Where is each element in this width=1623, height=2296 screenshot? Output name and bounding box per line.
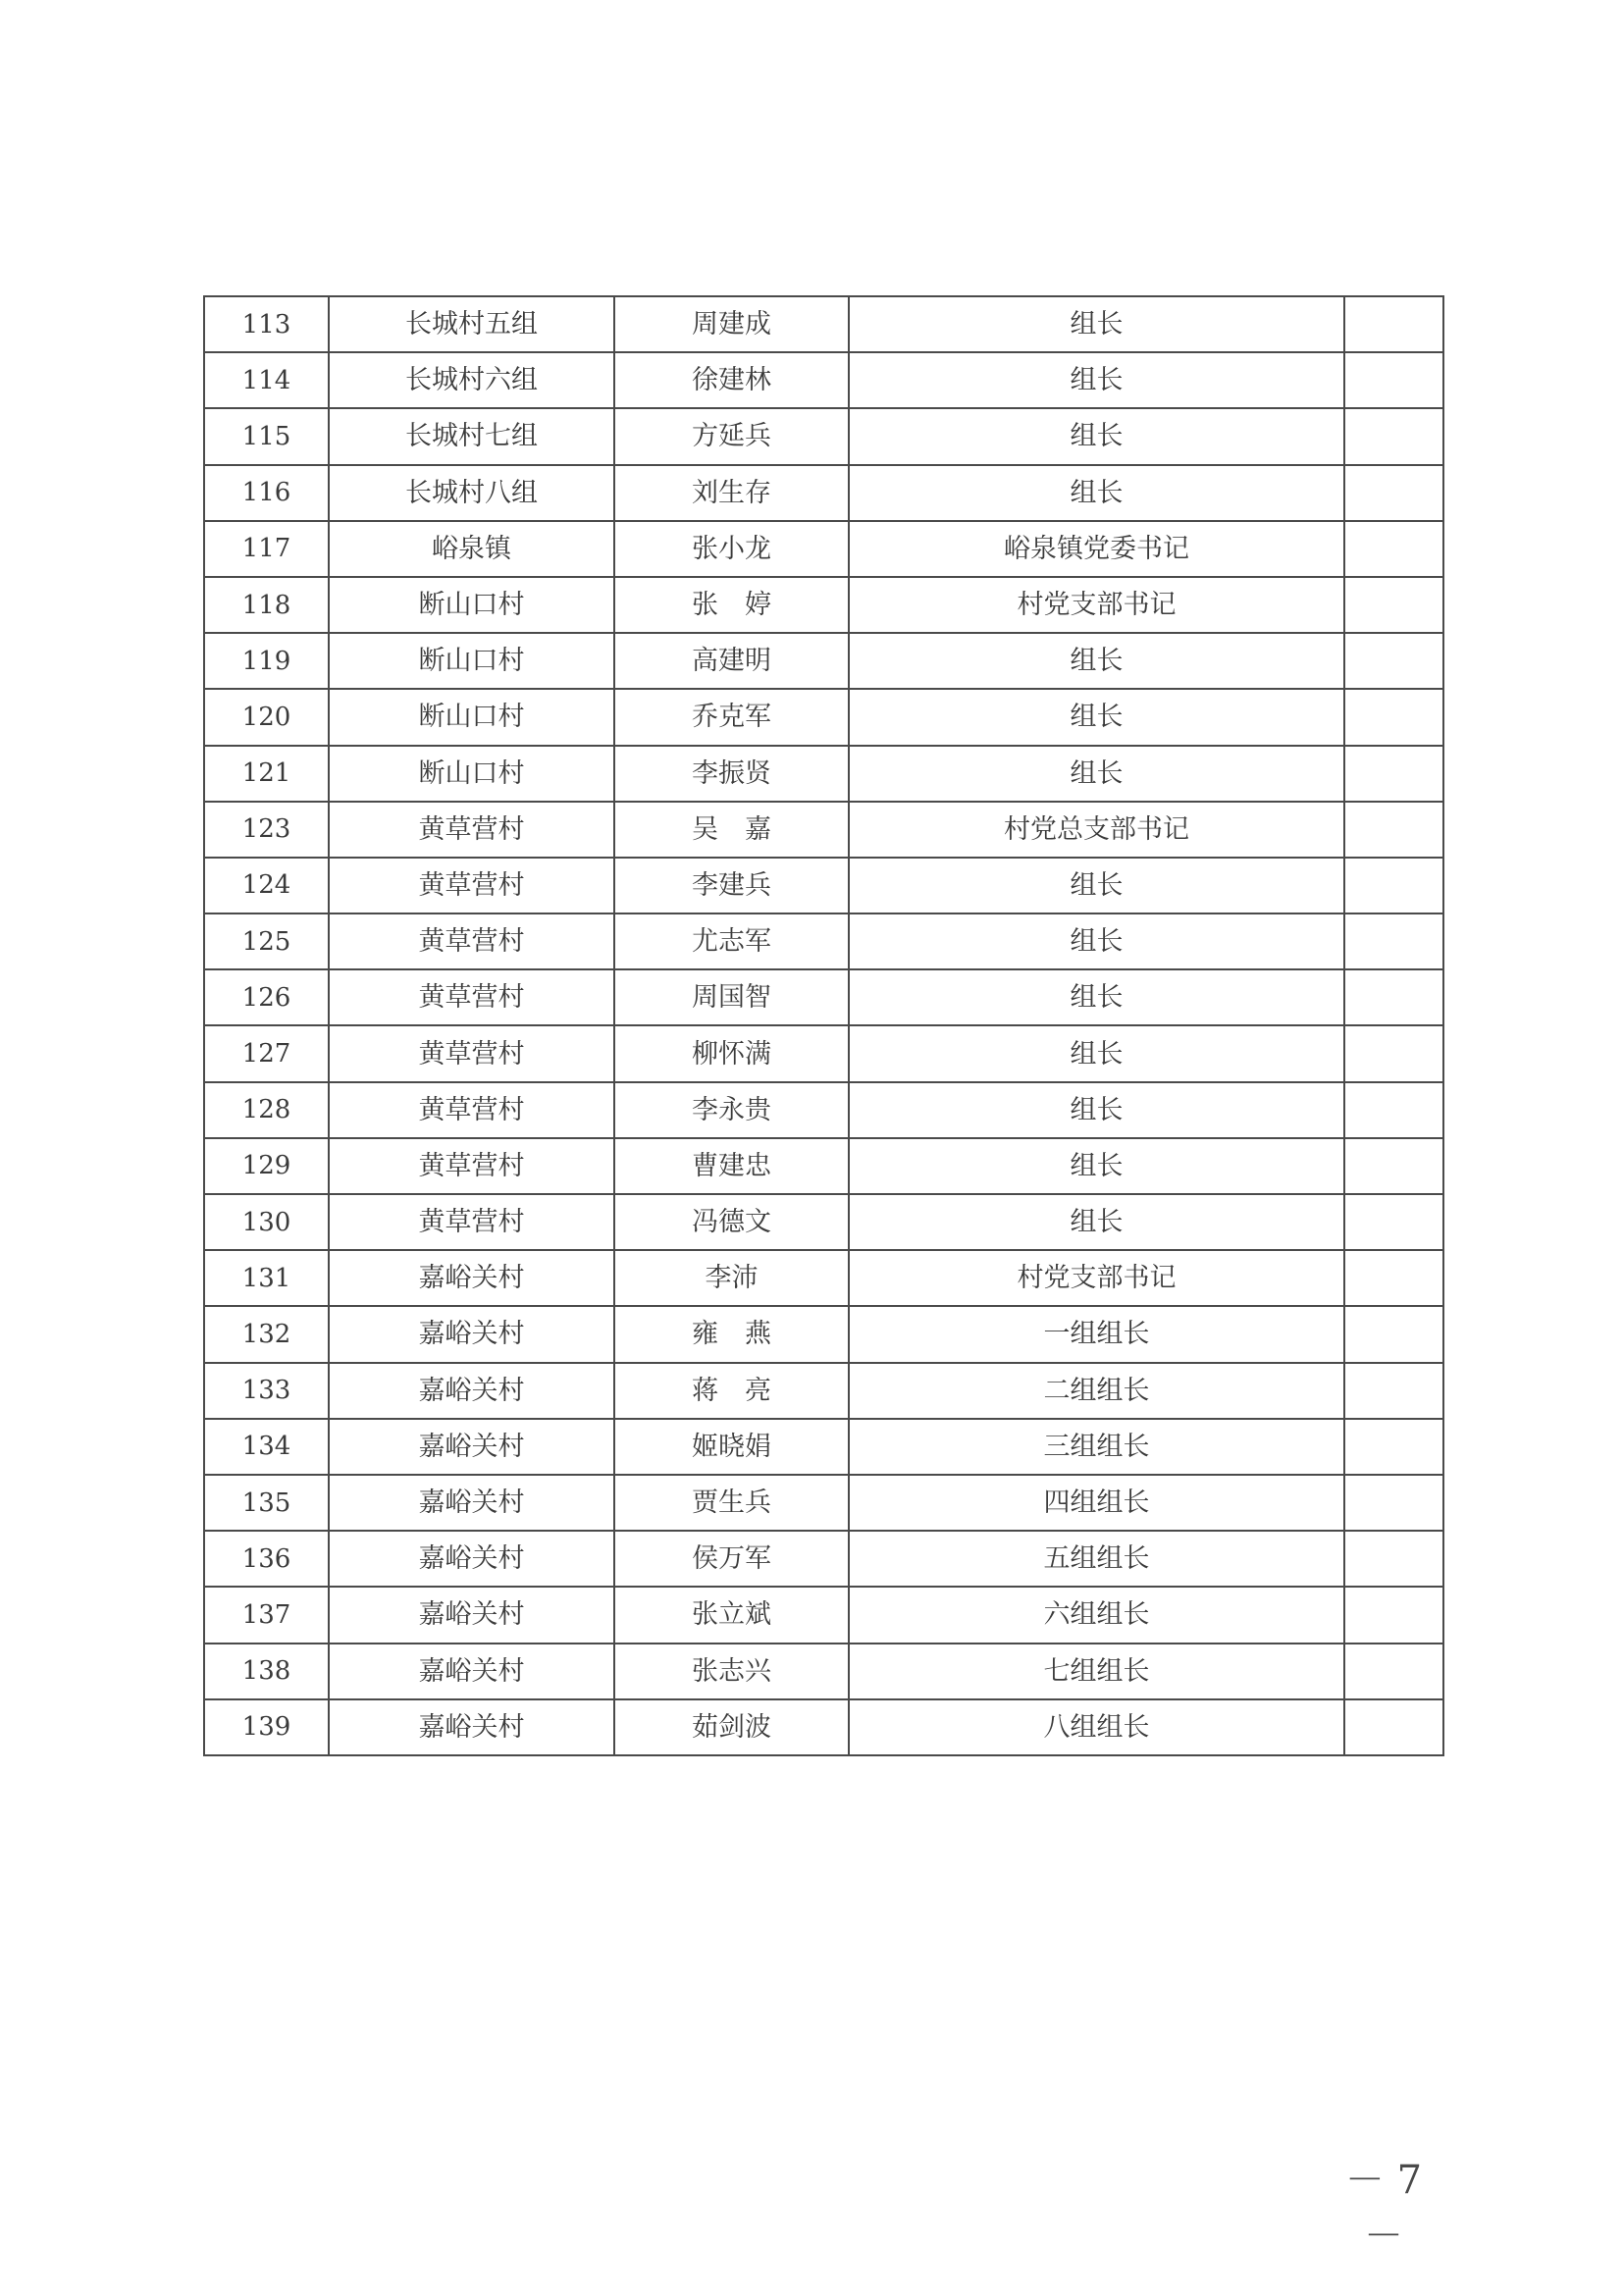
remark-cell (1344, 689, 1443, 745)
unit-cell: 黄草营村 (329, 1194, 614, 1250)
position-cell: 组长 (849, 465, 1344, 521)
person-name-cell: 李沛 (614, 1250, 849, 1306)
unit-cell: 黄草营村 (329, 913, 614, 969)
row-number-cell: 113 (204, 296, 329, 352)
table-row (204, 1082, 1443, 1138)
person-name-cell: 张立斌 (614, 1587, 849, 1643)
row-number-cell: 123 (204, 802, 329, 858)
unit-cell: 断山口村 (329, 633, 614, 689)
table-row (204, 1138, 1443, 1194)
person-name-cell: 徐建林 (614, 352, 849, 408)
table-row (204, 1644, 1443, 1699)
row-number-cell: 127 (204, 1025, 329, 1081)
person-name-cell: 李振贤 (614, 746, 849, 802)
row-number-cell: 129 (204, 1138, 329, 1194)
unit-cell: 黄草营村 (329, 1082, 614, 1138)
row-number-cell: 132 (204, 1306, 329, 1362)
remark-cell (1344, 1025, 1443, 1081)
remark-cell (1344, 1475, 1443, 1531)
unit-cell: 长城村六组 (329, 352, 614, 408)
person-name-cell: 乔克军 (614, 689, 849, 745)
table-row (204, 1363, 1443, 1419)
position-cell: 组长 (849, 296, 1344, 352)
table-row (204, 858, 1443, 913)
person-name-cell: 李永贵 (614, 1082, 849, 1138)
table-row (204, 465, 1443, 521)
table-row (204, 1250, 1443, 1306)
row-number-cell: 125 (204, 913, 329, 969)
position-cell: 村党支部书记 (849, 1250, 1344, 1306)
unit-cell: 黄草营村 (329, 802, 614, 858)
person-name-cell: 周建成 (614, 296, 849, 352)
unit-cell: 嘉峪关村 (329, 1699, 614, 1755)
remark-cell (1344, 465, 1443, 521)
remark-cell (1344, 633, 1443, 689)
unit-cell: 长城村八组 (329, 465, 614, 521)
person-name-cell: 冯德文 (614, 1194, 849, 1250)
remark-cell (1344, 1306, 1443, 1362)
table-row (204, 633, 1443, 689)
table-row (204, 1025, 1443, 1081)
row-number-cell: 116 (204, 465, 329, 521)
row-number-cell: 118 (204, 577, 329, 633)
row-number-cell: 134 (204, 1419, 329, 1475)
remark-cell (1344, 1363, 1443, 1419)
table-row (204, 746, 1443, 802)
unit-cell: 嘉峪关村 (329, 1475, 614, 1531)
position-cell: 一组组长 (849, 1306, 1344, 1362)
unit-cell: 长城村五组 (329, 296, 614, 352)
row-number-cell: 119 (204, 633, 329, 689)
person-name-cell: 吴 嘉 (614, 802, 849, 858)
person-name-cell: 曹建忠 (614, 1138, 849, 1194)
person-name-cell: 蒋 亮 (614, 1363, 849, 1419)
person-name-cell: 刘生存 (614, 465, 849, 521)
unit-cell: 嘉峪关村 (329, 1306, 614, 1362)
unit-cell: 长城村七组 (329, 408, 614, 464)
remark-cell (1344, 913, 1443, 969)
remark-cell (1344, 521, 1443, 577)
person-name-cell: 雍 燕 (614, 1306, 849, 1362)
table-row (204, 1699, 1443, 1755)
table-row (204, 1587, 1443, 1643)
table-row (204, 408, 1443, 464)
position-cell: 组长 (849, 633, 1344, 689)
row-number-cell: 115 (204, 408, 329, 464)
table-row (204, 1419, 1443, 1475)
remark-cell (1344, 1531, 1443, 1587)
position-cell: 组长 (849, 1194, 1344, 1250)
table-row (204, 352, 1443, 408)
row-number-cell: 131 (204, 1250, 329, 1306)
person-name-cell: 周国智 (614, 969, 849, 1025)
remark-cell (1344, 746, 1443, 802)
person-name-cell: 高建明 (614, 633, 849, 689)
remark-cell (1344, 1082, 1443, 1138)
position-cell: 七组组长 (849, 1644, 1344, 1699)
unit-cell: 黄草营村 (329, 969, 614, 1025)
row-number-cell: 117 (204, 521, 329, 577)
position-cell: 组长 (849, 1025, 1344, 1081)
unit-cell: 黄草营村 (329, 1138, 614, 1194)
row-number-cell: 124 (204, 858, 329, 913)
position-cell: 组长 (849, 689, 1344, 745)
table-row (204, 689, 1443, 745)
table-row (204, 1194, 1443, 1250)
remark-cell (1344, 1587, 1443, 1643)
unit-cell: 断山口村 (329, 577, 614, 633)
table-body (204, 296, 1443, 1755)
table-row (204, 802, 1443, 858)
position-cell: 组长 (849, 746, 1344, 802)
position-cell: 村党支部书记 (849, 577, 1344, 633)
remark-cell (1344, 352, 1443, 408)
remark-cell (1344, 1699, 1443, 1755)
position-cell: 三组组长 (849, 1419, 1344, 1475)
person-name-cell: 张志兴 (614, 1644, 849, 1699)
row-number-cell: 114 (204, 352, 329, 408)
unit-cell: 嘉峪关村 (329, 1363, 614, 1419)
personnel-table (203, 295, 1444, 1756)
unit-cell: 峪泉镇 (329, 521, 614, 577)
row-number-cell: 136 (204, 1531, 329, 1587)
unit-cell: 嘉峪关村 (329, 1250, 614, 1306)
remark-cell (1344, 577, 1443, 633)
unit-cell: 嘉峪关村 (329, 1531, 614, 1587)
row-number-cell: 130 (204, 1194, 329, 1250)
table-row (204, 296, 1443, 352)
table-row (204, 521, 1443, 577)
row-number-cell: 121 (204, 746, 329, 802)
person-name-cell: 张小龙 (614, 521, 849, 577)
position-cell: 村党总支部书记 (849, 802, 1344, 858)
table-row (204, 577, 1443, 633)
unit-cell: 嘉峪关村 (329, 1587, 614, 1643)
row-number-cell: 120 (204, 689, 329, 745)
unit-cell: 断山口村 (329, 689, 614, 745)
position-cell: 组长 (849, 969, 1344, 1025)
person-name-cell: 方延兵 (614, 408, 849, 464)
row-number-cell: 135 (204, 1475, 329, 1531)
row-number-cell: 128 (204, 1082, 329, 1138)
position-cell: 组长 (849, 1138, 1344, 1194)
table-row (204, 1531, 1443, 1587)
person-name-cell: 贾生兵 (614, 1475, 849, 1531)
position-cell: 四组组长 (849, 1475, 1344, 1531)
position-cell: 峪泉镇党委书记 (849, 521, 1344, 577)
remark-cell (1344, 1644, 1443, 1699)
table-row (204, 969, 1443, 1025)
person-name-cell: 茹剑波 (614, 1699, 849, 1755)
remark-cell (1344, 1250, 1443, 1306)
remark-cell (1344, 408, 1443, 464)
row-number-cell: 133 (204, 1363, 329, 1419)
position-cell: 六组组长 (849, 1587, 1344, 1643)
unit-cell: 断山口村 (329, 746, 614, 802)
person-name-cell: 侯万军 (614, 1531, 849, 1587)
position-cell: 组长 (849, 352, 1344, 408)
remark-cell (1344, 969, 1443, 1025)
position-cell: 组长 (849, 1082, 1344, 1138)
person-name-cell: 尤志军 (614, 913, 849, 969)
row-number-cell: 138 (204, 1644, 329, 1699)
remark-cell (1344, 1194, 1443, 1250)
row-number-cell: 139 (204, 1699, 329, 1755)
remark-cell (1344, 858, 1443, 913)
row-number-cell: 126 (204, 969, 329, 1025)
person-name-cell: 张 婷 (614, 577, 849, 633)
table-row (204, 1475, 1443, 1531)
table-row (204, 1306, 1443, 1362)
unit-cell: 嘉峪关村 (329, 1644, 614, 1699)
remark-cell (1344, 1138, 1443, 1194)
position-cell: 组长 (849, 913, 1344, 969)
person-name-cell: 柳怀满 (614, 1025, 849, 1081)
position-cell: 组长 (849, 858, 1344, 913)
page-number: － 7 － (1344, 2158, 1423, 2259)
remark-cell (1344, 296, 1443, 352)
person-name-cell: 李建兵 (614, 858, 849, 913)
position-cell: 组长 (849, 408, 1344, 464)
remark-cell (1344, 802, 1443, 858)
position-cell: 五组组长 (849, 1531, 1344, 1587)
row-number-cell: 137 (204, 1587, 329, 1643)
unit-cell: 嘉峪关村 (329, 1419, 614, 1475)
unit-cell: 黄草营村 (329, 858, 614, 913)
person-name-cell: 姬晓娟 (614, 1419, 849, 1475)
remark-cell (1344, 1419, 1443, 1475)
position-cell: 二组组长 (849, 1363, 1344, 1419)
table-row (204, 913, 1443, 969)
position-cell: 八组组长 (849, 1699, 1344, 1755)
unit-cell: 黄草营村 (329, 1025, 614, 1081)
